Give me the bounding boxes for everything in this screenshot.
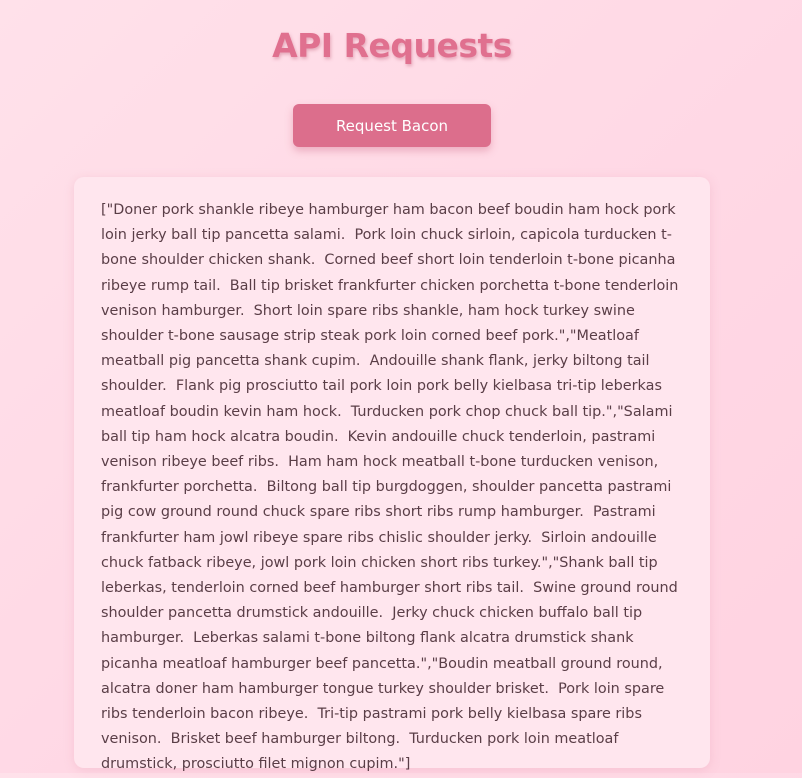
response-card bbox=[74, 177, 710, 773]
request-bacon-button[interactable]: Request Bacon bbox=[293, 104, 491, 147]
page-title: API Requests bbox=[272, 26, 512, 65]
response-text: ["Doner pork shankle ribeye hamburger ham bacon beef boudin ham hock pork loin jerky ball tip pancetta salami. Pork loin chuck sirloin, capicola turducken t-bone shoulder chicken shank. Corned beef short loin tenderloin t-bone picanha ribeye rump tail. Ball tip brisket frankfurter chicken porchetta t-bone tenderloin venison hamburger. Short loin spare ribs shankle, ham hock turkey swine shoulder t-bone sausage strip steak pork loin corned beef pork.","Meatloaf meatball pig pancetta shank cupim. Andouille shank flank, jerky biltong tail shoulder. Flank pig prosciutto tail pork loin pork belly kielbasa tri-tip leberkas meatloaf boudin kevin ham hock. Turducken pork chop chuck ball tip.","Salami ball tip ham hock alcatra boudin. Kevin andouille chuck tenderloin, pastrami venison ribeye beef ribs. Ham ham hock meatball t-bone turducken venison, frankfurter porchetta. Biltong ball tip burgdoggen, shoulder pancetta pastrami pig cow ground round chuck spare ribs short ribs rump hamburger. Pastrami frankfurter ham jowl ribeye spare ribs chislic shoulder jerky. Sirloin andouille chuck fatback ribeye, jowl pork loin chicken short ribs turkey.","Shank ball tip leberkas, tenderloin corned beef hamburger short ribs tail. Swine ground round shoulder pancetta drumstick andouille. Jerky chuck chicken buffalo ball tip hamburger. Leberkas salami t-bone biltong flank alcatra drumstick shank picanha meatloaf hamburger beef pancetta.","Boudin meatball ground round, alcatra doner ham hamburger tongue turkey shoulder brisket. Pork loin spare ribs tenderloin bacon ribeye. Tri-tip pastrami pork belly kielbasa spare ribs venison. Brisket beef hamburger biltong. Turducken pork loin meatloaf drumstick, prosciutto filet mignon cupim."] bbox=[101, 202, 683, 773]
